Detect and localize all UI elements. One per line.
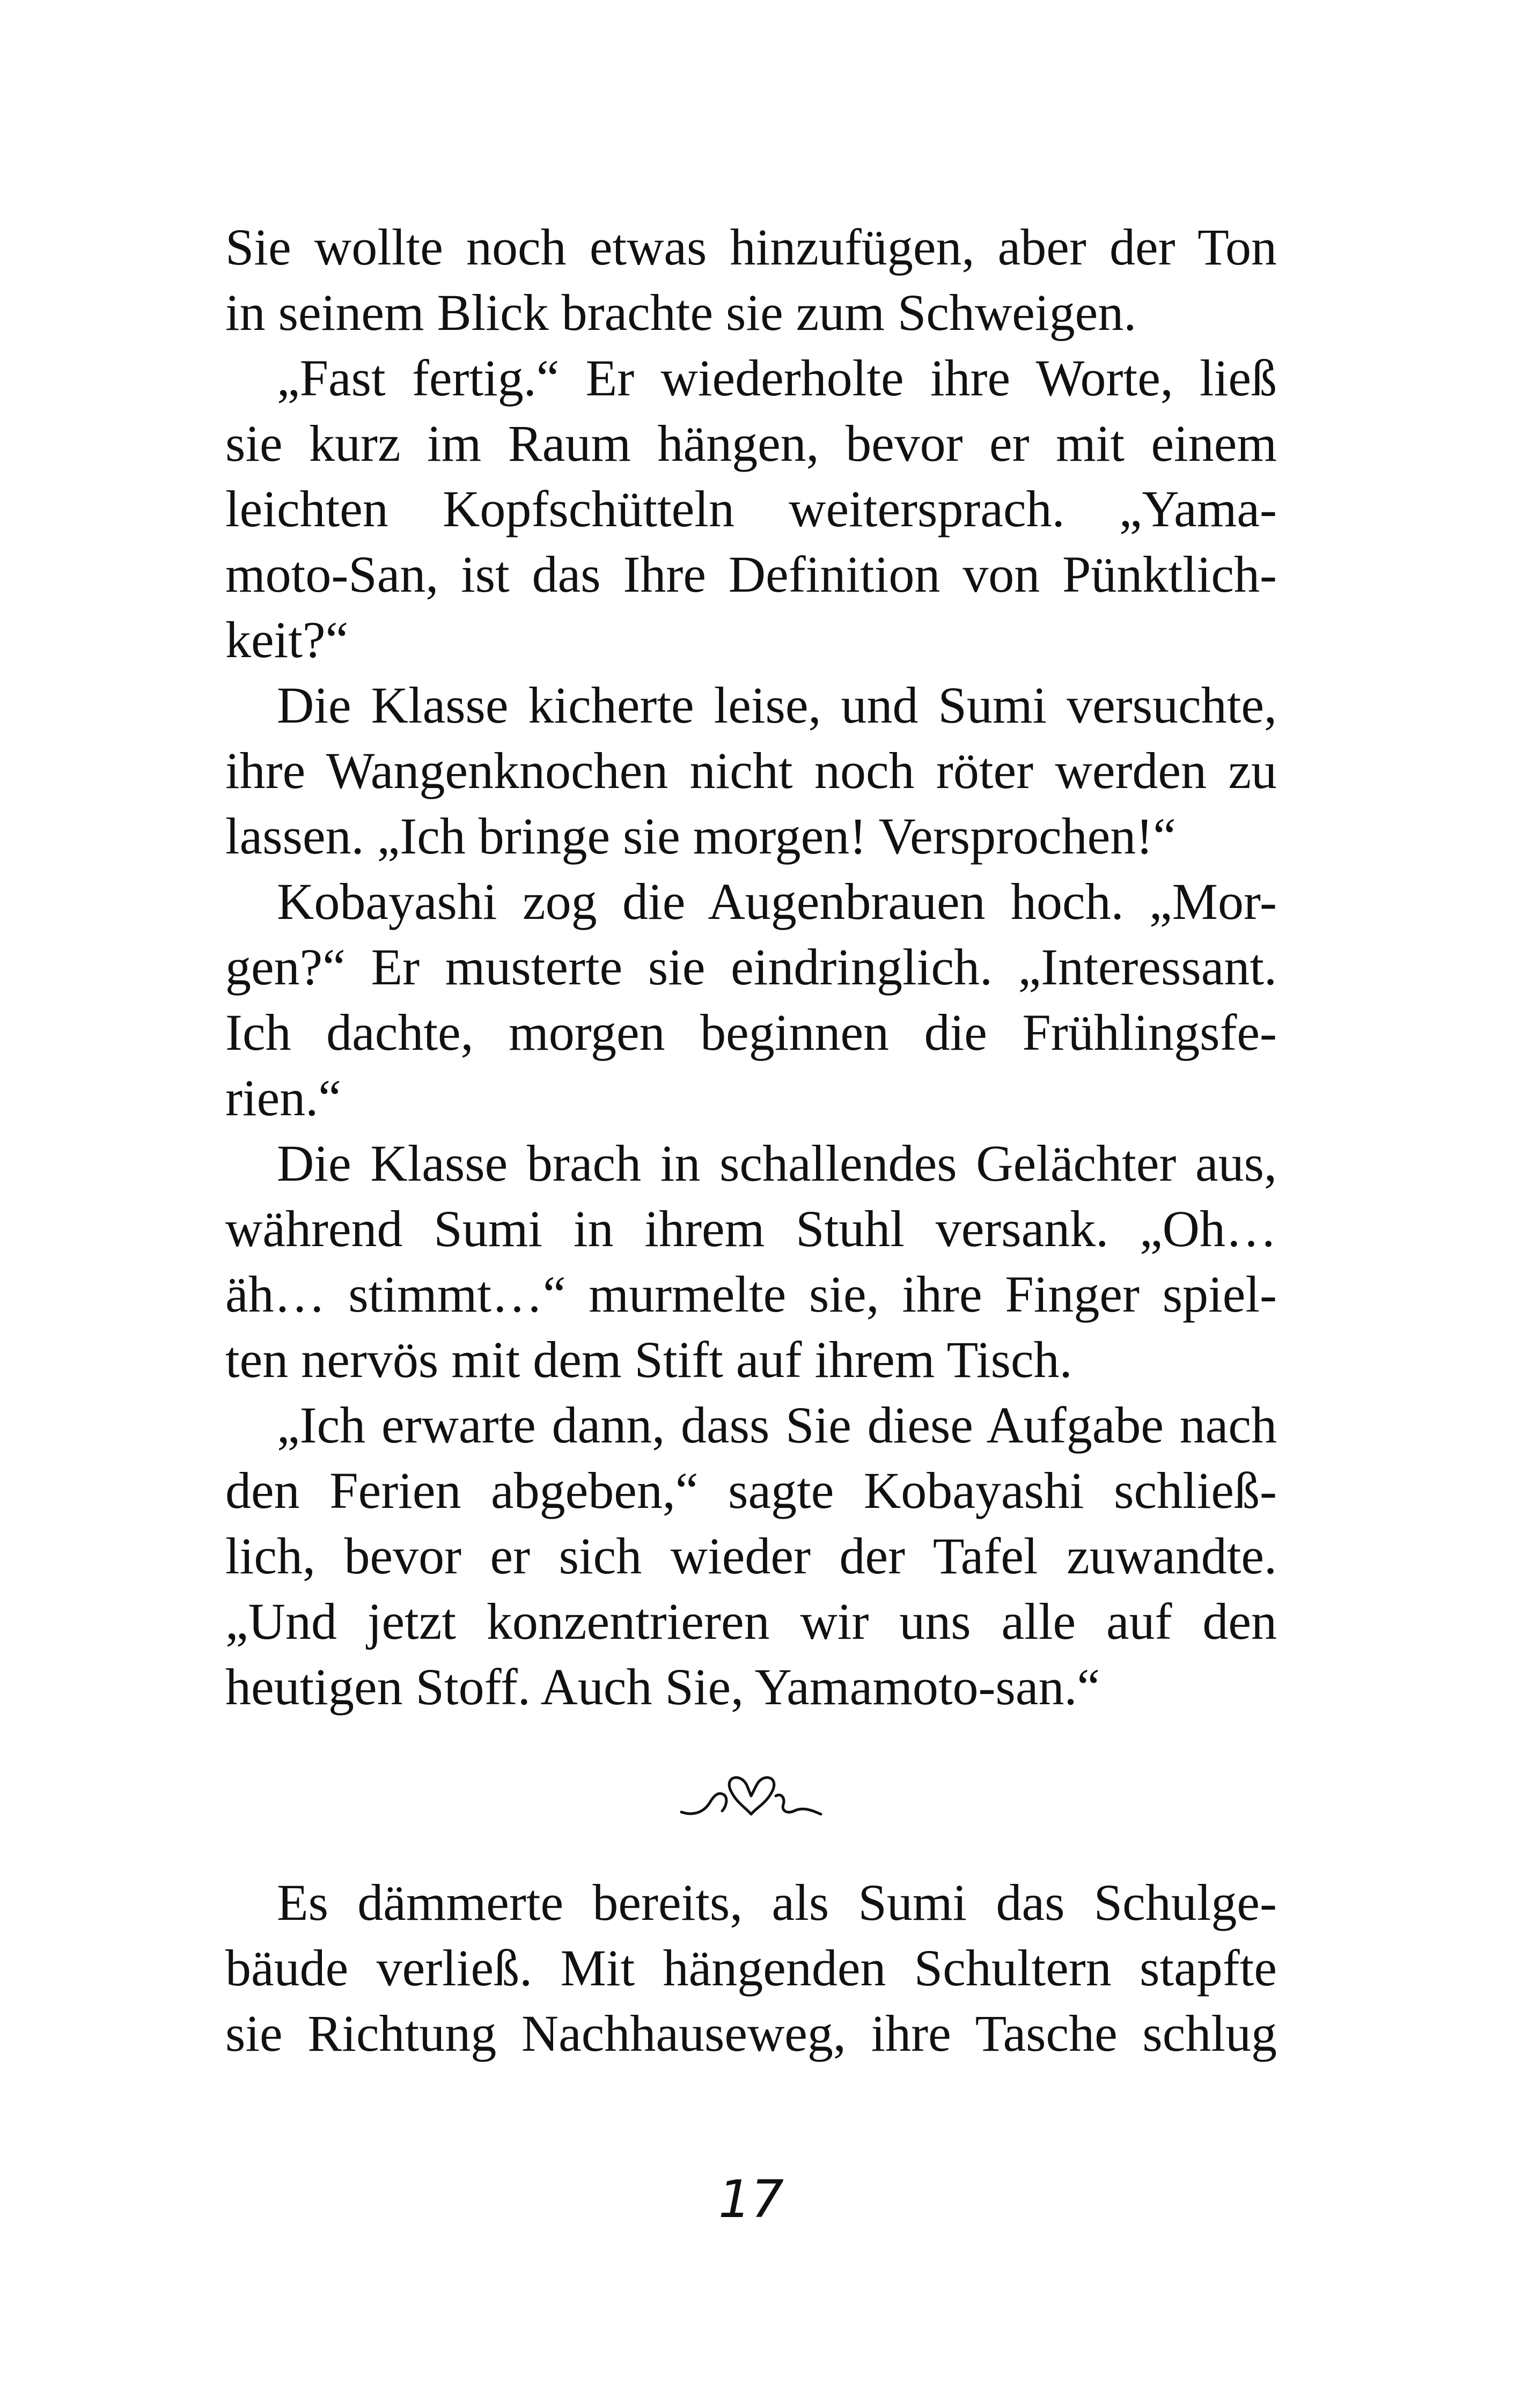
text-line: sie kurz im Raum hängen, bevor er mit einem	[225, 415, 1277, 472]
text-line: den Ferien abgeben,“ sagte Kobayashi schließ-	[225, 1462, 1277, 1519]
text-line: Kobayashi zog die Augenbrauen hoch. „Mor-	[277, 873, 1277, 930]
text-line: Ich dachte, morgen beginnen die Frühlingsfe-	[225, 1004, 1277, 1061]
text-line: Die Klasse brach in schallendes Gelächter aus,	[277, 1135, 1277, 1192]
text-line: gen?“ Er musterte sie eindringlich. „Interessant.	[225, 938, 1277, 996]
text-line: lassen. „Ich bringe sie morgen! Versprochen!“	[225, 807, 1176, 865]
text-line: keit?“	[225, 611, 349, 668]
body-text-before	[225, 215, 1277, 1720]
text-line: „Fast fertig.“ Er wiederholte ihre Worte, ließ	[277, 349, 1277, 407]
text-line: bäude verließ. Mit hängenden Schultern stapfte	[225, 1939, 1277, 1997]
text-line: moto-San, ist das Ihre Definition von Pünktlich-	[225, 546, 1277, 603]
page-number: 17	[718, 2169, 784, 2229]
text-line: äh… stimmt…“ murmelte sie, ihre Finger spiel-	[225, 1265, 1277, 1323]
text-line: in seinem Blick brachte sie zum Schweigen.	[225, 284, 1137, 341]
text-line: Die Klasse kicherte leise, und Sumi versuchte,	[277, 676, 1277, 734]
text-line: sie Richtung Nachhauseweg, ihre Tasche schlug	[225, 2005, 1277, 2062]
text-line: Sie wollte noch etwas hinzufügen, aber der Ton	[225, 218, 1277, 276]
text-line: „Und jetzt konzentrieren wir uns alle auf den	[225, 1593, 1277, 1650]
text-line: Es dämmerte bereits, als Sumi das Schulge-	[277, 1874, 1277, 1931]
text-line: während Sumi in ihrem Stuhl versank. „Oh…	[225, 1200, 1277, 1257]
text-line: heutigen Stoff. Auch Sie, Yamamoto-san.“	[225, 1658, 1100, 1715]
text-line: lich, bevor er sich wieder der Tafel zuwandte.	[225, 1527, 1277, 1585]
text-line: ihre Wangenknochen nicht noch röter werden zu	[225, 742, 1277, 799]
text-line: rien.“	[225, 1069, 341, 1126]
text-line: leichten Kopfschütteln weitersprach. „Yama-	[225, 480, 1277, 537]
text-line: „Ich erwarte dann, dass Sie diese Aufgabe nach	[277, 1396, 1277, 1454]
text-line: ten nervös mit dem Stift auf ihrem Tisch.	[225, 1331, 1072, 1388]
body-text-after	[225, 1870, 1277, 2066]
heart-flourish-icon	[671, 1765, 832, 1824]
